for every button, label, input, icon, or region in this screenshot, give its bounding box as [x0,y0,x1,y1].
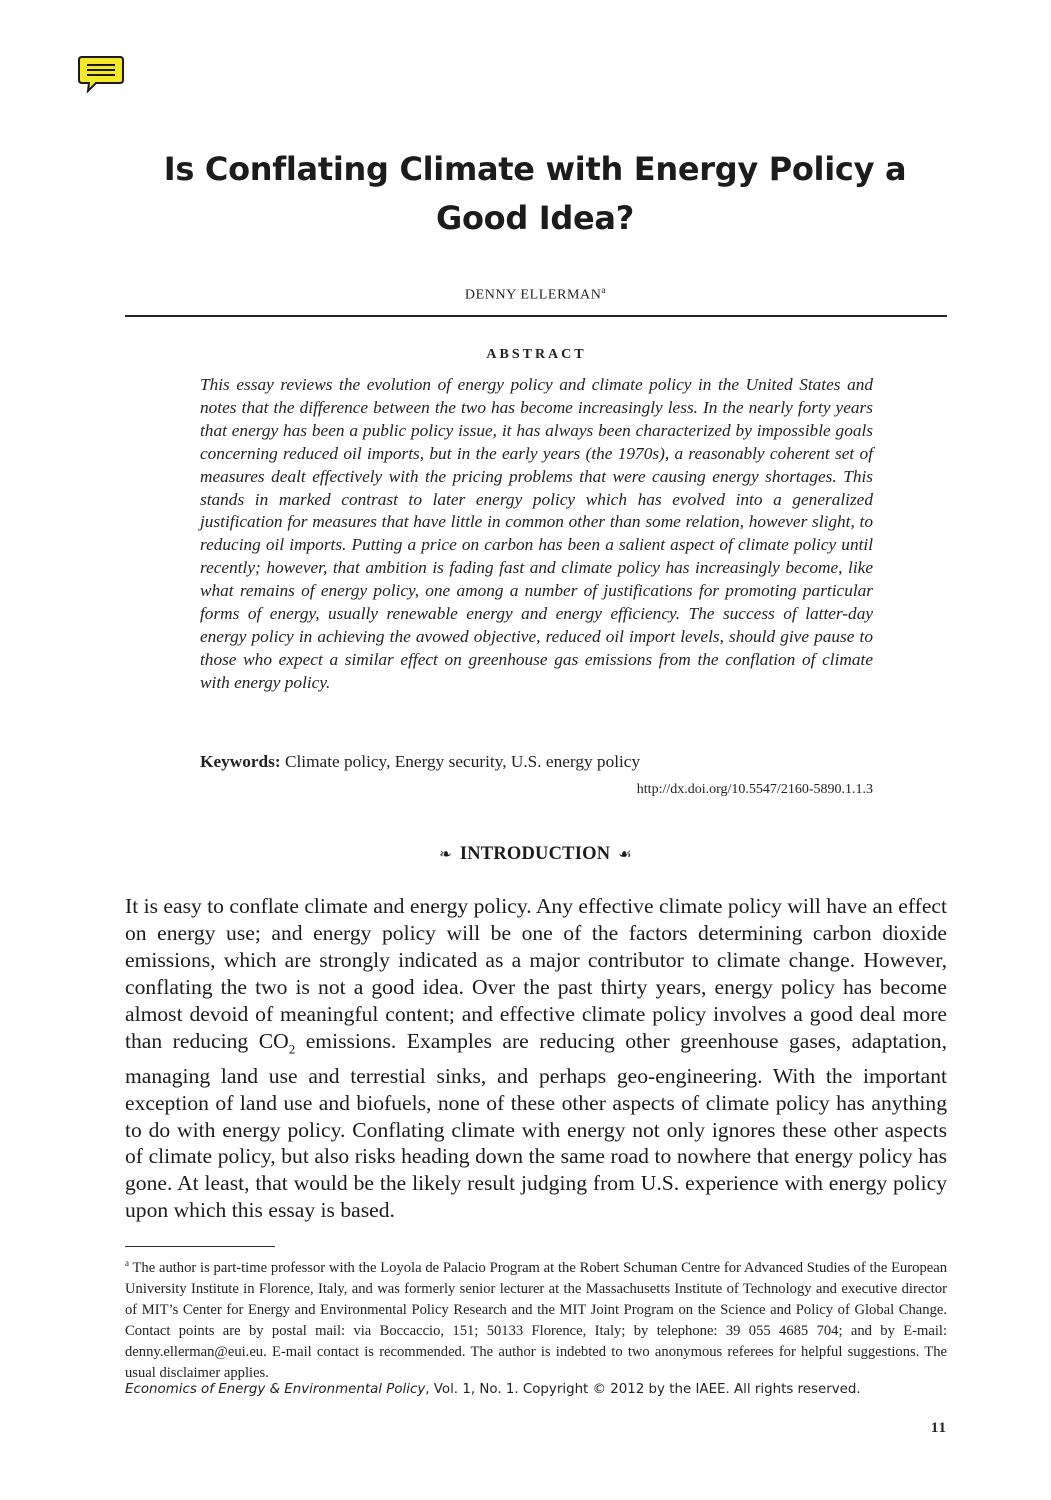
co2-subscript: 2 [288,1040,296,1056]
header-divider [125,315,947,317]
doi-link[interactable]: http://dx.doi.org/10.5547/2160-5890.1.1.3 [636,782,873,797]
keywords-label: Keywords: [200,752,281,771]
fleuron-left-icon: ❧ [439,847,452,863]
footnote-marker: a [125,1258,129,1268]
author-name: DENNY ELLERMAN [464,287,602,303]
author-footnote-marker: a [601,285,607,295]
keywords [200,750,873,774]
journal-copyright: , Vol. 1, No. 1. Copyright © 2012 by the IAEE. All rights reserved. [425,1382,861,1397]
author-footnote [125,1253,947,1384]
section-title: INTRODUCTION [459,844,611,864]
abstract-heading: ABSTRACT [486,347,587,362]
comment-note-icon[interactable] [78,55,124,93]
intro-text-part2: emissions. Examples are reducing other greenhouse gases, adaptation, managing land use and terrestial sinks, and perhaps geo-engineering. With the important exception of land use and biofuels, none of these other aspects of climate policy has anything to do with energy policy. Conflating climate with energy not only ignores these other aspects of climate policy, but also risks heading down the same road to nowhere that energy policy has gone. At least, that would be the likely result judging from U.S. experience with energy policy upon which this essay is based. [125,1028,947,1223]
author-line [0,285,1051,304]
keywords-value: Climate policy, Energy security, U.S. energy policy [284,752,641,771]
paper-title: Is Conflating Climate with Energy Policy a Good Idea? [163,150,907,237]
footnote-divider [125,1246,275,1247]
journal-citation [125,1382,947,1397]
page-number: 11 [930,1420,947,1436]
section-heading [0,844,1051,865]
fleuron-right-icon: ☙ [618,847,632,863]
intro-paragraph [125,893,947,1224]
journal-name: Economics of Energy & Environmental Policy [125,1382,426,1397]
abstract-text: This essay reviews the evolution of energy policy and climate policy in the United States and notes that the difference between the two has become increasingly less. In the nearly forty years that energy has been a public policy issue, it has always been characterized by impossible goals concerning reduced oil imports, but in the early years (the 1970s), a reasonably coherent set of measures dealt effectively with the pricing problems that were causing energy shortages. This stands in marked contrast to later energy policy which has evolved into a generalized justification for measures that have little in common other than some relation, however slight, to reducing oil imports. Putting a price on carbon has been a salient aspect of climate policy until recently; however, that ambition is fading fast and climate policy has increasingly become, like what remains of energy policy, one among a number of justifications for promoting particular forms of energy, usually renewable energy and energy efficiency. The success of latter-day energy policy in achieving the avowed objective, reduced oil import levels, should give pause to those who expect a similar effect on greenhouse gas emissions from the conflation of climate with energy policy. [200,375,873,692]
intro-text-part1: It is easy to conflate climate and energy policy. Any effective climate policy will have an effect on energy use; and energy policy will be one of the factors determining carbon dioxide emissions, which are strongly indicated as a major contributor to climate change. However, conflating the two is not a good idea. Over the past thirty years, energy policy has become almost devoid of meaningful content; and effective climate policy involves a good deal more than reducing CO [125,894,947,1053]
footnote-text: The author is part-time professor with the Loyola de Palacio Program at the Robert Schuman Centre for Advanced Studies of the European University Institute in Florence, Italy, and was formerly senior lecturer at the Massachusetts Institute of Technology and executive director of MIT’s Center for Energy and Environmental Policy Research and the MIT Joint Program on the Science and Policy of Global Change. Contact points are by postal mail: via Boccaccio, 151; 50133 Florence, Italy; by telephone: 39 055 4685 704; and by E-mail: denny.ellerman@eui.eu. E-mail contact is recommended. The author is indebted to two anonymous referees for helpful suggestions. The usual disclaimer applies. [125,1259,947,1381]
